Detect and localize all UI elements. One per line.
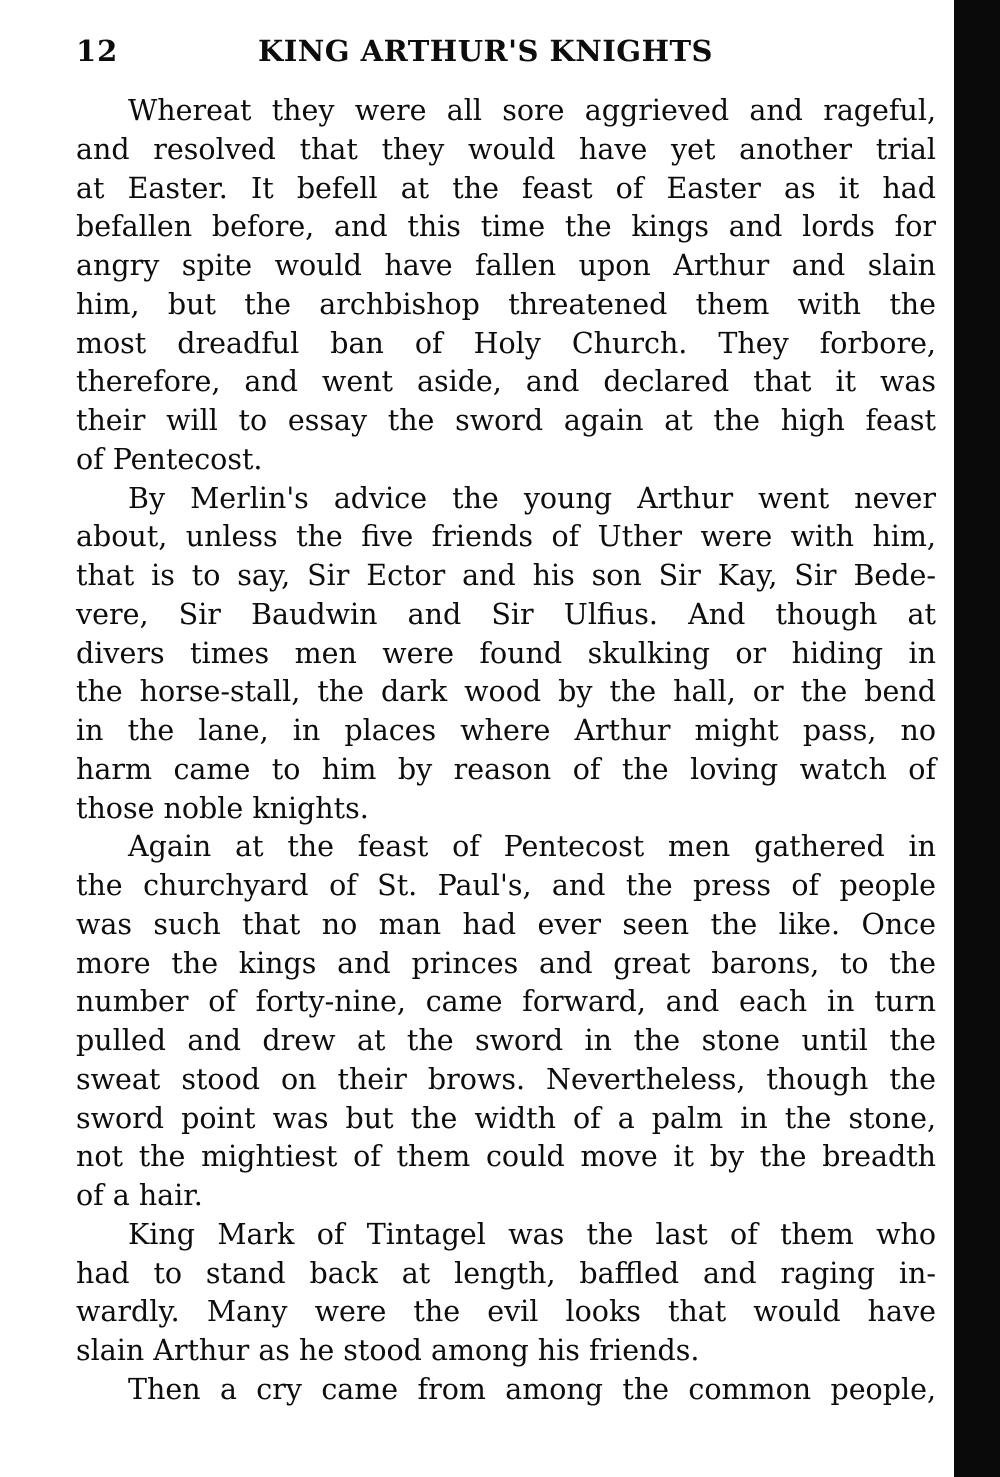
text-line: and resolved that they would have yet another trial bbox=[76, 132, 936, 166]
text-line: Then a cry came from among the common people, bbox=[128, 1372, 936, 1406]
text-line: the horse-stall, the dark wood by the hall, or the bend bbox=[76, 675, 936, 709]
text-line: wardly. Many were the evil looks that would have bbox=[76, 1295, 936, 1329]
text-line: Whereat they were all sore aggrieved and rageful, bbox=[128, 94, 936, 127]
text-line: him, but the archbishop threatened them with the bbox=[76, 287, 936, 321]
text-line: was such that no man had ever seen the like. Once bbox=[76, 907, 936, 941]
text-line: By Merlin's advice the young Arthur went never bbox=[128, 481, 936, 515]
text-line: their will to essay the sword again at the high feast bbox=[76, 404, 936, 437]
text-line: most dreadful ban of Holy Church. They forbore, bbox=[76, 326, 936, 360]
text-line: those noble knights. bbox=[76, 791, 369, 825]
text-line: sweat stood on their brows. Nevertheless, though the bbox=[76, 1062, 936, 1096]
body-text bbox=[76, 92, 936, 1410]
text-line: divers times men were found skulking or hiding in bbox=[76, 636, 936, 670]
text-line: harm came to him by reason of the loving watch of bbox=[76, 752, 936, 786]
page-number: 12 bbox=[76, 34, 119, 68]
text-line: angry spite would have fallen upon Arthur and slain bbox=[76, 249, 936, 282]
running-head bbox=[76, 34, 936, 74]
text-line: of a hair. bbox=[76, 1179, 203, 1212]
text-line: that is to say, Sir Ector and his son Sir Kay, Sir Bede- bbox=[76, 559, 936, 592]
text-line: sword point was but the width of a palm in the stone, bbox=[76, 1101, 936, 1135]
text-line: pulled and drew at the sword in the stone until the bbox=[76, 1024, 936, 1057]
text-line: number of forty-nine, came forward, and each in turn bbox=[76, 985, 936, 1019]
text-line: of Pentecost. bbox=[76, 442, 263, 476]
text-line: Again at the feast of Pentecost men gathered in bbox=[128, 830, 936, 864]
text-line: more the kings and princes and great barons, to the bbox=[76, 946, 936, 980]
text-line: about, unless the five friends of Uther were with him, bbox=[76, 520, 936, 554]
text-line: King Mark of Tintagel was the last of them who bbox=[128, 1217, 936, 1251]
scan-edge-shadow bbox=[954, 0, 1000, 1477]
text-line: befallen before, and this time the kings and lords for bbox=[76, 210, 936, 244]
text-line: the churchyard of St. Paul's, and the press of people bbox=[76, 869, 936, 902]
text-line: therefore, and went aside, and declared that it was bbox=[76, 365, 936, 399]
text-line: vere, Sir Baudwin and Sir Ulfius. And though at bbox=[76, 597, 936, 631]
text-line: in the lane, in places where Arthur might pass, no bbox=[76, 714, 936, 747]
text-line: slain Arthur as he stood among his friends. bbox=[76, 1334, 700, 1367]
book-title: KING ARTHUR'S KNIGHTS bbox=[258, 34, 713, 68]
text-line: had to stand back at length, baffled and raging in- bbox=[76, 1256, 936, 1290]
text-line: not the mightiest of them could move it by the breadth bbox=[76, 1140, 936, 1174]
text-line: at Easter. It befell at the feast of Easter as it had bbox=[76, 171, 936, 205]
